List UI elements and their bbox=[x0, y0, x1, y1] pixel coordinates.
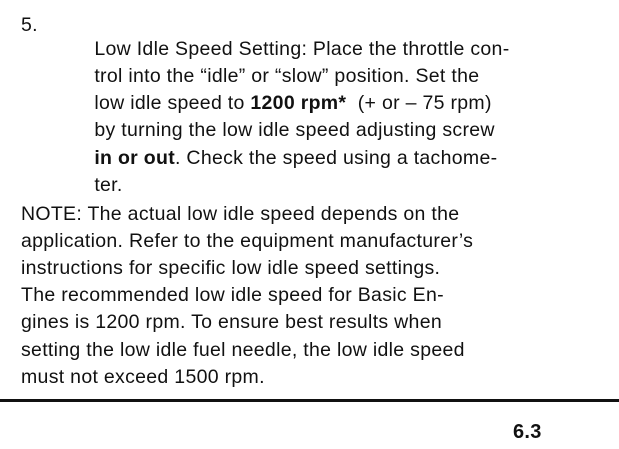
step-text: (+ or – 75 rpm) bbox=[346, 92, 492, 114]
step-text: . Check the speed using a tachome- bbox=[175, 147, 498, 169]
step-text: low idle speed to bbox=[94, 92, 251, 114]
note-line: The recommended low idle speed for Basic En- bbox=[21, 284, 444, 306]
bold-idle-rpm: 1200 rpm* bbox=[250, 92, 347, 114]
step-line bbox=[60, 122, 497, 194]
footer-divider bbox=[0, 399, 619, 402]
step-text: by turning the low idle speed adjusting screw bbox=[94, 119, 495, 141]
note-line: setting the low idle fuel needle, the low idle speed bbox=[21, 339, 465, 361]
note-line: instructions for specific low idle speed settings. bbox=[21, 257, 441, 279]
note-line: must not exceed 1500 rpm. bbox=[21, 366, 265, 388]
step-text: ter. bbox=[94, 174, 123, 196]
step-text: Low Idle Speed Setting: Place the throttle con- bbox=[94, 38, 510, 60]
step-text: trol into the “idle” or “slow” position. Set the bbox=[94, 65, 480, 87]
note-line: application. Refer to the equipment manufacturer’s bbox=[21, 230, 474, 252]
note-line: NOTE: The actual low idle speed depends on the bbox=[21, 203, 460, 225]
step-number: 5. bbox=[21, 14, 38, 36]
bold-in-or-out: in or out bbox=[94, 147, 175, 169]
page-number: 6.3 bbox=[513, 421, 542, 443]
note-line: gines is 1200 rpm. To ensure best results when bbox=[21, 311, 442, 333]
